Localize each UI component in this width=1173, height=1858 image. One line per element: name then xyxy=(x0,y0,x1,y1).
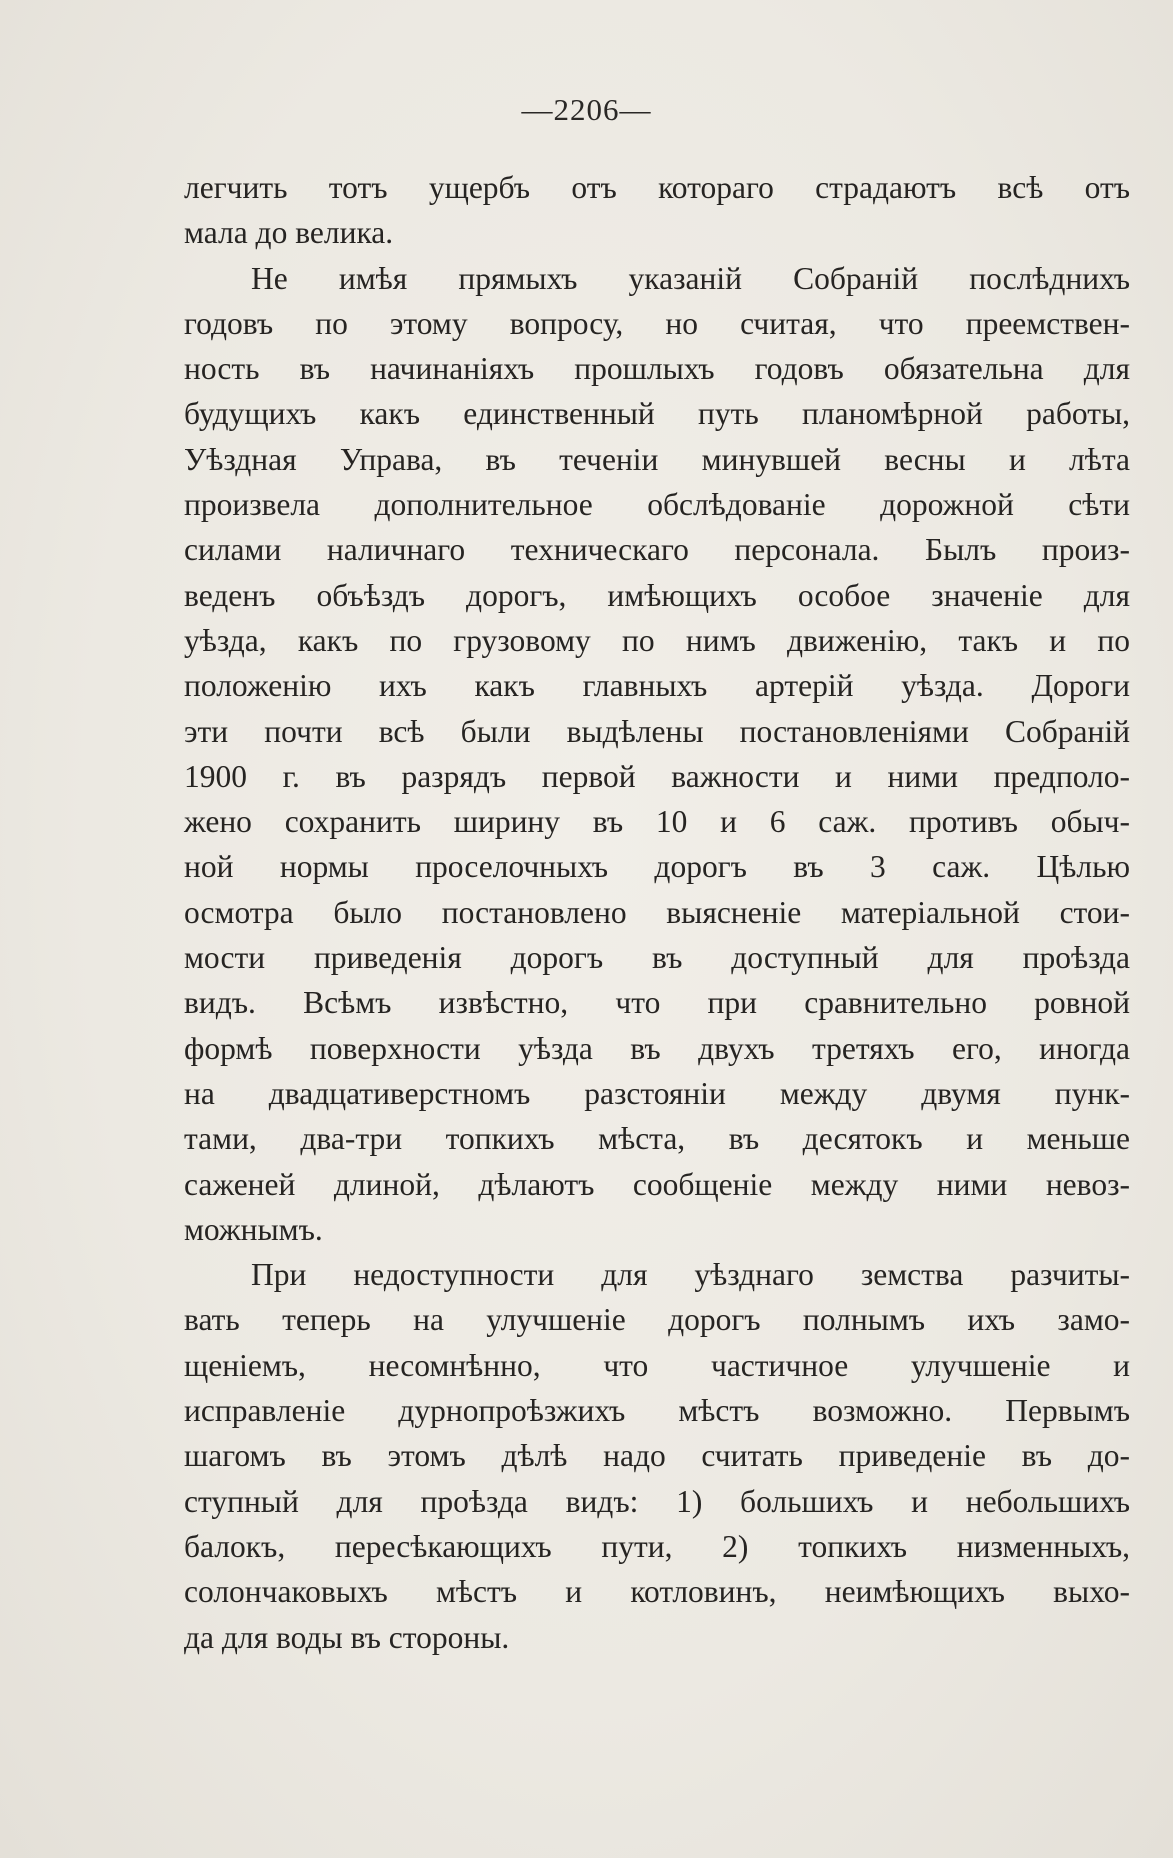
text-line: Уѣздная Управа, въ теченіи минувшей весны и лѣта xyxy=(184,441,1130,477)
text-line: щеніемъ, несомнѣнно, что частичное улучшеніе и xyxy=(184,1347,1130,1383)
text-line: саженей длиной, дѣлаютъ сообщеніе между ними невоз- xyxy=(184,1166,1130,1202)
text-line: мости приведенія дорогъ въ доступный для проѣзда xyxy=(184,940,1130,976)
text-line: жено сохранить ширину въ 10 и 6 саж. противъ обыч- xyxy=(184,804,1130,840)
text-line: мала до велика. xyxy=(184,215,394,251)
text-line: на двадцативерстномъ разстояніи между двумя пунк- xyxy=(184,1075,1130,1111)
text-line: Не имѣя прямыхъ указаній Собраній послѣднихъ xyxy=(251,260,1130,296)
text-line: будущихъ какъ единственный путь планомѣрной работы, xyxy=(184,396,1130,432)
text-line: ступный для проѣзда видъ: 1) большихъ и небольшихъ xyxy=(184,1483,1130,1519)
text-line: да для воды въ стороны. xyxy=(184,1619,510,1655)
text-line: уѣзда, какъ по грузовому по нимъ движенію, такъ и по xyxy=(184,622,1130,658)
body-text xyxy=(184,165,1130,1660)
text-line: видъ. Всѣмъ извѣстно, что при сравнительно ровной xyxy=(184,985,1130,1021)
text-line: годовъ по этому вопросу, но считая, что преемствен- xyxy=(184,305,1130,341)
text-line: ность въ начинаніяхъ прошлыхъ годовъ обязательна для xyxy=(184,351,1130,387)
text-line: осмотра было постановлено выясненіе матеріальной стои- xyxy=(184,894,1130,930)
text-line: силами наличнаго техническаго персонала. Былъ произ- xyxy=(184,532,1130,568)
text-line: солончаковыхъ мѣстъ и котловинъ, неимѣющихъ выхо- xyxy=(184,1574,1130,1610)
text-line: легчить тотъ ущербъ отъ котораго страдаютъ всѣ отъ xyxy=(184,170,1130,205)
text-line: исправленіе дурнопроѣзжихъ мѣстъ возможно. Первымъ xyxy=(184,1393,1130,1429)
text-line: произвела дополнительное обслѣдованіе дорожной сѣти xyxy=(184,487,1130,523)
text-line: тами, два-три топкихъ мѣста, въ десятокъ и меньше xyxy=(184,1121,1130,1157)
text-line: вать теперь на улучшеніе дорогъ полнымъ ихъ замо- xyxy=(184,1302,1130,1338)
text-line: можнымъ. xyxy=(184,1211,323,1247)
text-line: балокъ, пересѣкающихъ пути, 2) топкихъ низменныхъ, xyxy=(184,1528,1130,1564)
text-line: ной нормы проселочныхъ дорогъ въ 3 саж. Цѣлью xyxy=(184,849,1130,885)
text-line: положенію ихъ какъ главныхъ артерій уѣзда. Дороги xyxy=(184,668,1130,704)
text-line: 1900 г. въ разрядъ первой важности и ними предполо- xyxy=(184,758,1130,794)
text-line: формѣ поверхности уѣзда въ двухъ третяхъ его, иногда xyxy=(184,1030,1130,1066)
text-line: эти почти всѣ были выдѣлены постановленіями Собраній xyxy=(184,713,1130,749)
text-line: веденъ объѣздъ дорогъ, имѣющихъ особое значеніе для xyxy=(184,577,1130,613)
text-line: шагомъ въ этомъ дѣлѣ надо считать приведеніе въ до- xyxy=(184,1438,1130,1474)
text-line: При недоступности для уѣзднаго земства разчиты- xyxy=(251,1257,1130,1293)
page-number: —2206— xyxy=(521,92,652,127)
